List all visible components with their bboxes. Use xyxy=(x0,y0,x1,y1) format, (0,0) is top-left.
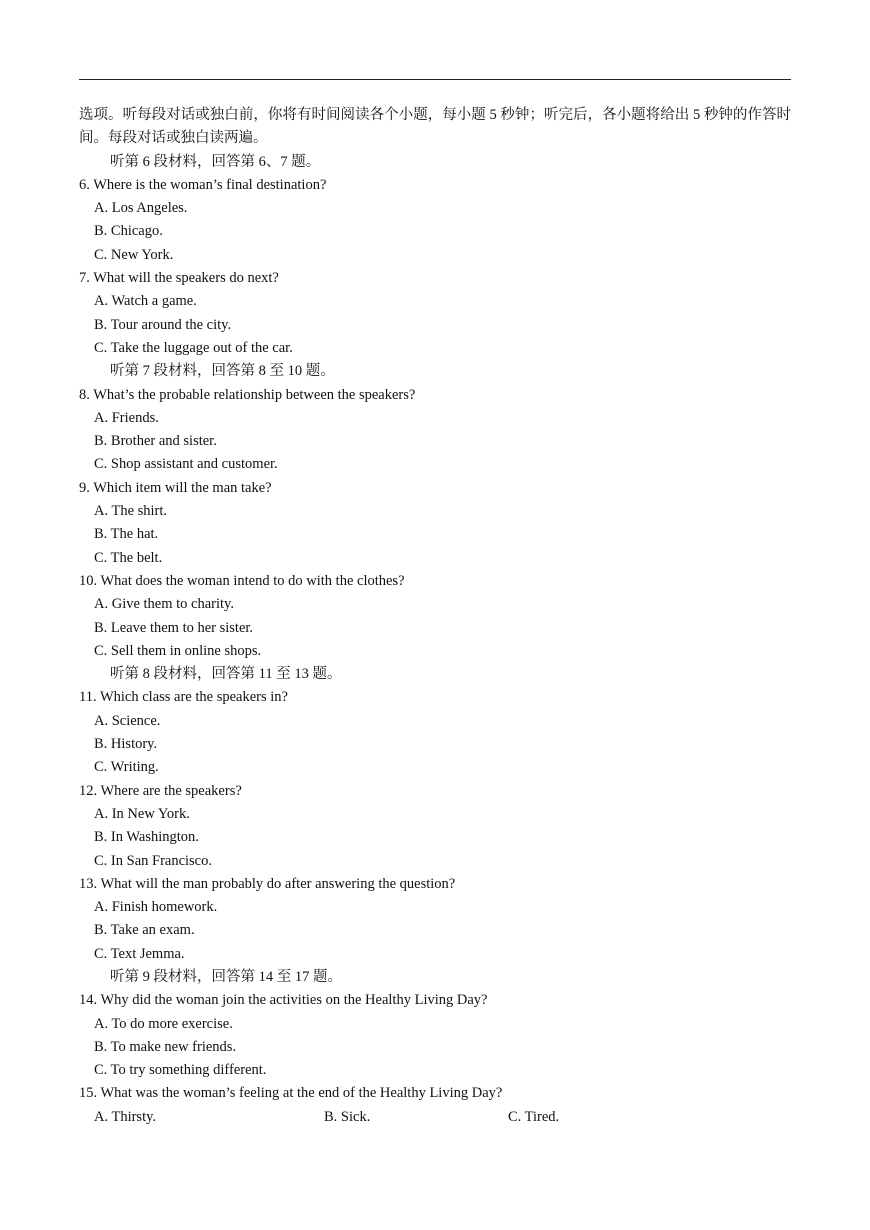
answer-option: C. Shop assistant and customer. xyxy=(94,456,278,473)
question-text: 14. Why did the woman join the activities on the Healthy Living Day? xyxy=(79,992,488,1009)
answer-option: A. In New York. xyxy=(94,805,190,822)
answer-option: C. Tired. xyxy=(508,1108,560,1125)
answer-option: B. Chicago. xyxy=(94,223,163,240)
answer-option: C. New York. xyxy=(94,246,174,263)
answer-option: B. The hat. xyxy=(94,526,159,543)
section-note: 听第 8 段材料，回答第 11 至 13 题。 xyxy=(110,666,342,683)
answer-option: C. Text Jemma. xyxy=(94,945,185,962)
answer-option: B. In Washington. xyxy=(94,829,199,846)
option-row xyxy=(79,1106,791,1129)
answer-option: C. In San Francisco. xyxy=(94,852,212,869)
question-text: 13. What will the man probably do after answering the question? xyxy=(79,875,456,892)
answer-option: A. Los Angeles. xyxy=(94,200,188,217)
answer-option: C. To try something different. xyxy=(94,1062,267,1079)
question-text: 10. What does the woman intend to do with the clothes? xyxy=(79,572,405,589)
question-list xyxy=(79,151,791,1129)
question-text: 7. What will the speakers do next? xyxy=(79,270,279,287)
instructions-text: 选项。听每段对话或独白前，你将有时间阅读各个小题，每小题 5 秒钟；听完后，各小题将给出 5 秒钟的作答时间。每段对话或独白读两遍。 xyxy=(79,107,791,147)
answer-option: A. Science. xyxy=(94,712,161,729)
answer-option: B. Tour around the city. xyxy=(94,316,232,333)
question-text: 15. What was the woman’s feeling at the end of the Healthy Living Day? xyxy=(79,1085,503,1102)
answer-option: C. The belt. xyxy=(94,549,163,566)
question-text: 11. Which class are the speakers in? xyxy=(79,689,288,706)
answer-option: C. Take the luggage out of the car. xyxy=(94,339,293,356)
section-note: 听第 6 段材料，回答第 6、7 题。 xyxy=(110,153,321,170)
answer-option: A. To do more exercise. xyxy=(94,1015,233,1032)
answer-option: B. Sick. xyxy=(324,1108,371,1125)
header-rule xyxy=(79,79,791,80)
answer-option: B. Take an exam. xyxy=(94,922,195,939)
answer-option: A. Watch a game. xyxy=(94,293,197,310)
question-text: 8. What’s the probable relationship between the speakers? xyxy=(79,386,416,403)
section-note: 听第 7 段材料，回答第 8 至 10 题。 xyxy=(110,363,335,380)
section-note: 听第 9 段材料，回答第 14 至 17 题。 xyxy=(110,968,342,985)
answer-option: B. History. xyxy=(94,736,158,753)
answer-option: A. Friends. xyxy=(94,409,159,426)
question-text: 6. Where is the woman’s final destination? xyxy=(79,176,327,193)
answer-option: B. To make new friends. xyxy=(94,1038,237,1055)
answer-option: A. The shirt. xyxy=(94,503,168,520)
answer-option: A. Thirsty. xyxy=(94,1108,157,1125)
answer-option: A. Finish homework. xyxy=(94,899,218,916)
answer-option: C. Writing. xyxy=(94,759,159,776)
page-content xyxy=(79,104,791,1129)
answer-option: B. Leave them to her sister. xyxy=(94,619,254,636)
question-text: 9. Which item will the man take? xyxy=(79,479,272,496)
answer-option: B. Brother and sister. xyxy=(94,433,217,450)
question-text: 12. Where are the speakers? xyxy=(79,782,242,799)
answer-option: C. Sell them in online shops. xyxy=(94,642,262,659)
answer-option: A. Give them to charity. xyxy=(94,596,234,613)
